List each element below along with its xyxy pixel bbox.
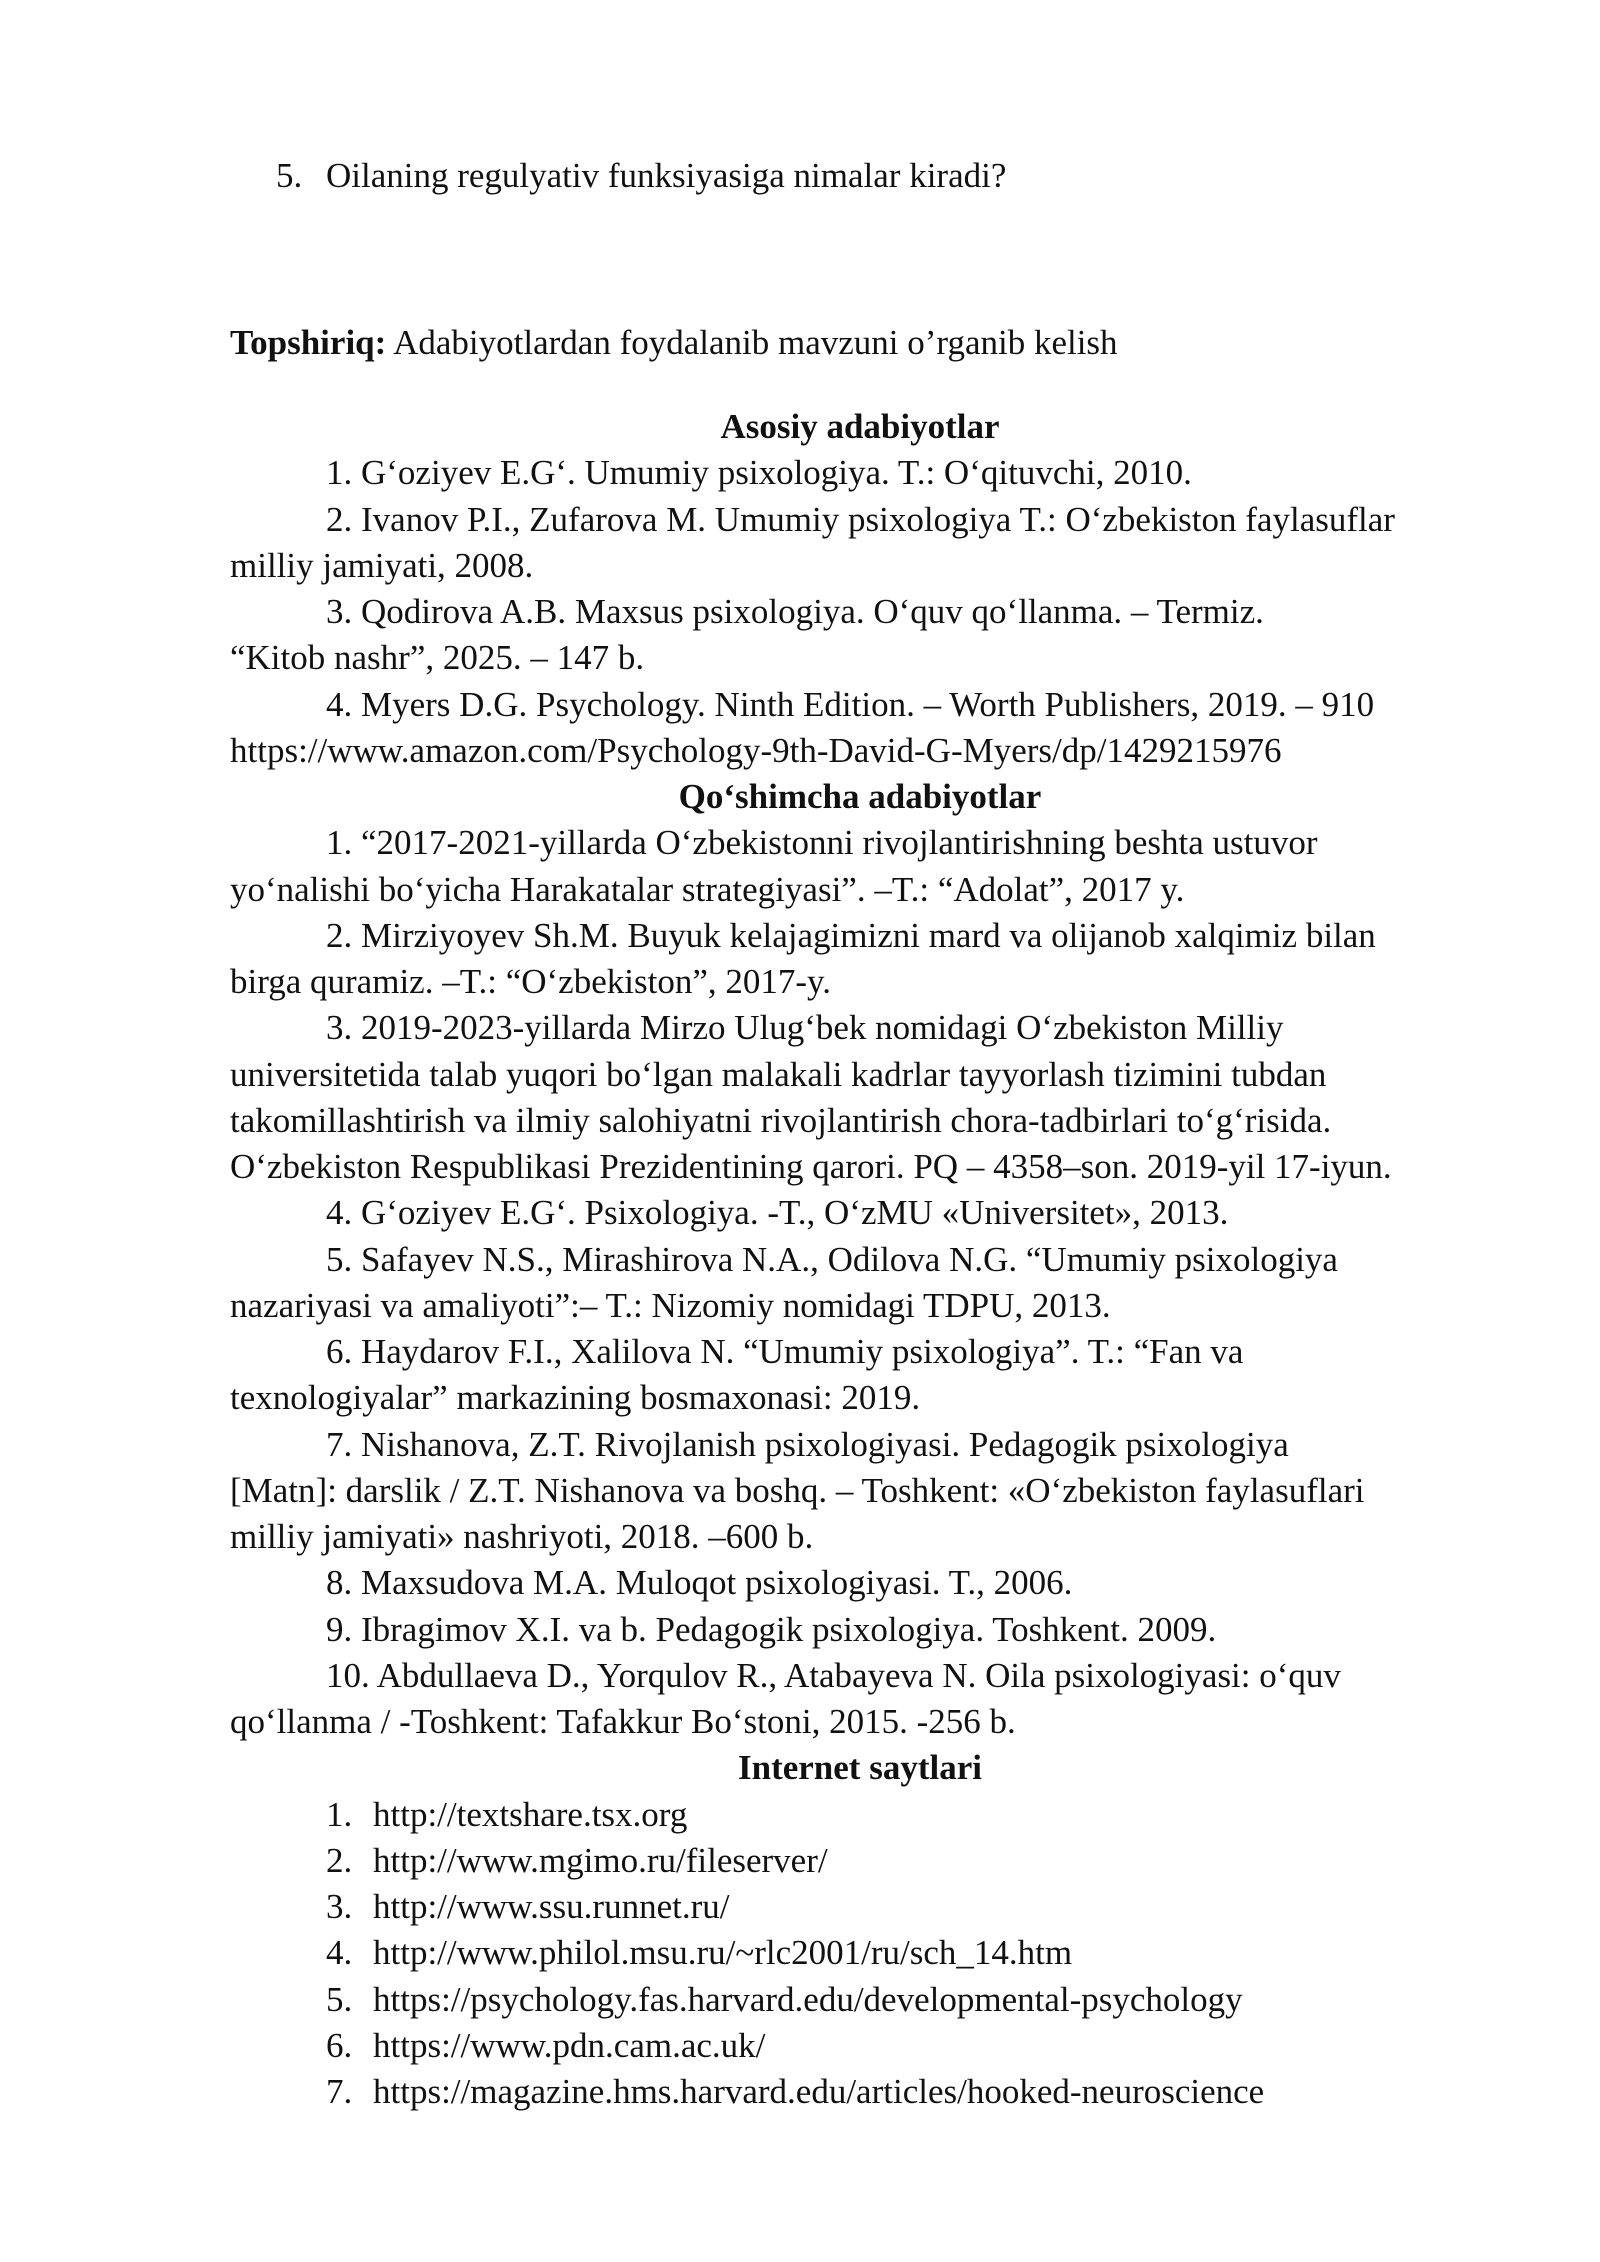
- site-link[interactable]: http://www.philol.msu.ru/~rlc2001/ru/sch_14.htm: [373, 1933, 1073, 1972]
- additional-literature-line: 3. 2019-2023-yillarda Mirzo Ulug‘bek nomidagi O‘zbekiston Milliy: [326, 1008, 1284, 1047]
- task-line: [230, 320, 1118, 366]
- question-number: 5.: [276, 156, 303, 195]
- internet-sites-heading: Internet saytlari: [738, 1748, 982, 1787]
- additional-literature-line: yo‘nalishi bo‘yicha Harakatalar strategiyasi”. –T.: “Adolat”, 2017 y.: [230, 870, 1185, 909]
- site-number: 5.: [326, 1980, 353, 2019]
- site-number: 7.: [326, 2072, 353, 2111]
- additional-literature-line: 2. Mirziyoyev Sh.M. Buyuk kelajagimizni mard va olijanob xalqimiz bilan: [326, 916, 1376, 955]
- additional-literature-line: milliy jamiyati» nashriyoti, 2018. –600 b.: [230, 1517, 814, 1556]
- additional-literature-line: 7. Nishanova, Z.T. Rivojlanish psixologiyasi. Pedagogik psixologiya: [326, 1425, 1289, 1464]
- site-link[interactable]: http://textshare.tsx.org: [373, 1795, 688, 1834]
- site-link[interactable]: https://psychology.fas.harvard.edu/developmental-psychology: [373, 1980, 1243, 2019]
- additional-literature-line: 6. Haydarov F.I., Xalilova N. “Umumiy psixologiya”. T.: “Fan va: [326, 1332, 1244, 1371]
- site-number: 3.: [326, 1887, 353, 1926]
- main-literature-url: https://www.amazon.com/Psychology-9th-David-G-Myers/dp/1429215976: [230, 731, 1282, 770]
- main-literature-line: 2. Ivanov P.I., Zufarova M. Umumiy psixologiya T.: O‘zbekiston faylasuflar: [326, 500, 1395, 539]
- additional-literature-line: [Matn]: darslik / Z.T. Nishanova va boshq. – Toshkent: «O‘zbekiston faylasuflari: [230, 1471, 1365, 1510]
- task-label: Topshiriq:: [230, 323, 387, 362]
- additional-literature-heading: Qo‘shimcha adabiyotlar: [678, 777, 1042, 816]
- additional-literature-line: 10. Abdullaeva D., Yorqulov R., Atabayeva N. Oila psixologiyasi: o‘quv: [326, 1656, 1341, 1695]
- site-number: 6.: [326, 2026, 353, 2065]
- additional-literature-line: 4. G‘oziyev E.G‘. Psixologiya. -T., O‘zMU «Universitet», 2013.: [326, 1193, 1229, 1232]
- additional-literature-line: universitetida talab yuqori bo‘lgan malakali kadrlar tayyorlash tizimini tubdan: [230, 1055, 1327, 1094]
- additional-literature-line: texnologiyalar” markazining bosmaxonasi: 2019.: [230, 1378, 921, 1417]
- additional-literature-line: 5. Safayev N.S., Mirashirova N.A., Odilova N.G. “Umumiy psixologiya: [326, 1240, 1338, 1279]
- site-link[interactable]: http://www.mgimo.ru/fileserver/: [373, 1841, 828, 1880]
- task-text: Adabiyotlardan foydalanib mavzuni o’rganib kelish: [386, 323, 1118, 362]
- main-literature-line: milliy jamiyati, 2008.: [230, 546, 534, 585]
- additional-literature-line: takomillashtirish va ilmiy salohiyatni rivojlantirish chora-tadbirlari to‘g‘risida.: [230, 1101, 1332, 1140]
- additional-literature-line: 8. Maxsudova M.A. Muloqot psixologiyasi. T., 2006.: [326, 1563, 1073, 1602]
- additional-literature-line: O‘zbekiston Respublikasi Prezidentining qarori. PQ – 4358–son. 2019-yil 17-iyun.: [230, 1147, 1392, 1186]
- site-number: 2.: [326, 1841, 353, 1880]
- additional-literature-line: 9. Ibragimov X.I. va b. Pedagogik psixologiya. Toshkent. 2009.: [326, 1610, 1217, 1649]
- main-literature-line: “Kitob nashr”, 2025. – 147 b.: [230, 638, 645, 677]
- additional-literature-line: qo‘llanma / -Toshkent: Tafakkur Bo‘stoni, 2015. -256 b.: [230, 1702, 1016, 1741]
- additional-literature-line: 1. “2017-2021-yillarda O‘zbekistonni rivojlantirishning beshta ustuvor: [326, 823, 1318, 862]
- site-link[interactable]: https://www.pdn.cam.ac.uk/: [373, 2026, 766, 2065]
- main-literature-line: 4. Myers D.G. Psychology. Ninth Edition. – Worth Publishers, 2019. – 910: [326, 685, 1375, 724]
- site-number: 4.: [326, 1933, 353, 1972]
- main-literature-heading: Asosiy adabiyotlar: [720, 407, 1000, 446]
- additional-literature-line: birga quramiz. –T.: “O‘zbekiston”, 2017-y.: [230, 962, 831, 1001]
- question-text: Oilaning regulyativ funksiyasiga nimalar kiradi?: [326, 156, 1007, 195]
- site-link[interactable]: https://magazine.hms.harvard.edu/articles/hooked-neuroscience: [373, 2072, 1265, 2111]
- site-link[interactable]: http://www.ssu.runnet.ru/: [373, 1887, 730, 1926]
- main-literature-line: 1. G‘oziyev E.G‘. Umumiy psixologiya. T.: O‘qituvchi, 2010.: [326, 453, 1192, 492]
- main-literature-line: 3. Qodirova A.B. Maxsus psixologiya. O‘quv qo‘llanma. – Termiz.: [326, 592, 1264, 631]
- site-number: 1.: [326, 1795, 353, 1834]
- additional-literature-line: nazariyasi va amaliyoti”:– T.: Nizomiy nomidagi TDPU, 2013.: [230, 1286, 1111, 1325]
